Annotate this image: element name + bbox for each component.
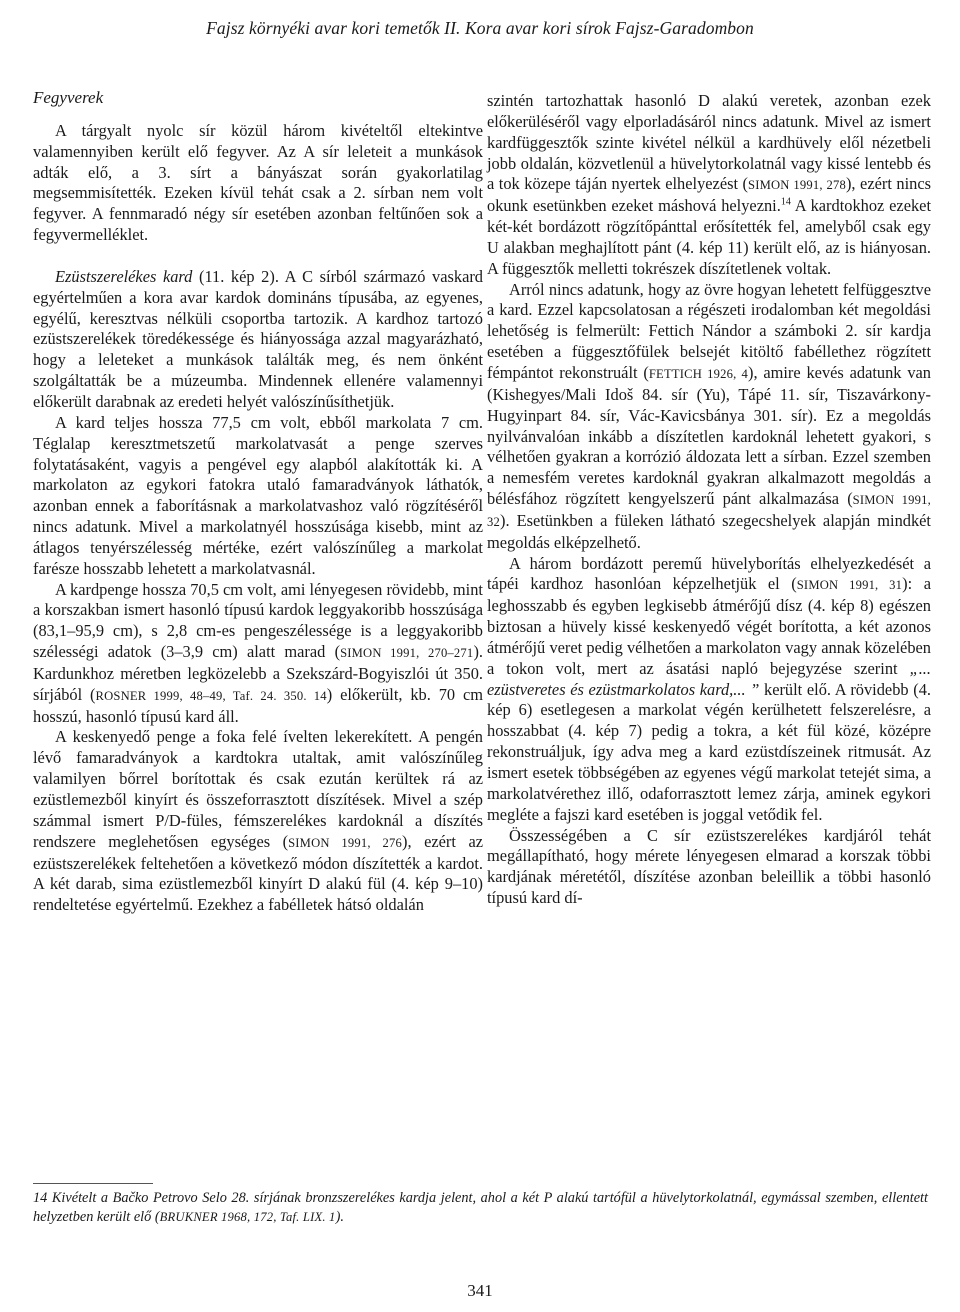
paragraph-text: ). Esetünkben a füleken látható szegecshelyek alapján mindkét megoldás elképzelhető. — [487, 510, 931, 552]
footnote-ref: 14 — [780, 196, 791, 208]
right-column — [487, 91, 931, 909]
paragraph-text: ). Kardunkhoz méretben legközelebb a Szekszárd-Bogyiszlói út 350. sírjából ( — [33, 642, 483, 704]
paragraph-text: került elő. A rövidebb (4. kép 6) esetlegesen a markolat végén kerülhetett felszerelésre, a hosszabbat (4. kép 7) pedig a tokra, a két fül közé, középre rekonstruáljuk, így adva meg a kard ezüstdíszeinek ritmusát. Az ismert esetek többségében az egyenes végű markolat tetejét sima, a markolatvérethez illő, odaforrasztott lemez zárja, aminek egykori megléte a fajszi kard esetében is joggal vetődik fel. — [487, 679, 932, 824]
page-number: 341 — [467, 1281, 493, 1300]
citation: SIMON 1991, 31 — [796, 578, 903, 593]
paragraph — [33, 580, 483, 728]
citation: SIMON 1991, 278 — [748, 178, 846, 193]
paragraph-text: (11. kép 2). A C sírból származó vaskard egyértelműen a kora avar kardok domináns típusába, az egyenes, egyélű, keresztvas nélküli csoportba tartozik. A kardhoz tartozó ezüstszerelékek töredékessége és hiányossága azzal magyarázható, hogy a leleteket a munkások találták meg, és nem önként szolgáltatták be a múzeumba. Mindennek ellenére valamennyi előkerült darabnak az eredeti helyét valószínűsíthetjük. — [33, 266, 484, 411]
citation: SIMON 1991, 270–271 — [340, 646, 474, 661]
running-head: Fajsz környéki avar kori temetők II. Kora avar kori sírok Fajsz-Garadombon — [206, 18, 754, 38]
paragraph — [487, 554, 931, 826]
section-heading: Fegyverek — [33, 88, 104, 107]
left-column — [33, 88, 483, 916]
paragraph: A kard teljes hossza 77,5 cm volt, ebből markolata 7 cm. Téglalap keresztmetszetű markolatvasát a penge szerves folytatásaként, vagyis a pengével egy alapból alakították ki. A markolaton az egykori fatokra utaló famaradványok láthatók, azonban ennek a faborításnak a markolatvashoz való rögzítéséről nincs adatunk. Mivel a markolatnyél hosszúsága kisebb, mint az átlagos tenyérszélesség mértéke, ezért valószínűleg a markolat farésze hosszabb lehetett a markolatvasnál. — [33, 412, 483, 578]
paragraph-text: Arról nincs adatunk, hogy az övre hogyan lehetett felfüggesztve a kard. Ezzel kapcsolatosan a régészeti irodalomban két megoldási lehetőség is felmerült: Fettich Nándor a számboki 2. sír kardja esetében a függesztőfülek belsejét kitöltő fabéllethez rögzített fémpántot rekonstruált ( — [487, 279, 931, 382]
quotation: „... ezüstveretes és ezüstmarkolatos kard,... ” — [487, 658, 931, 699]
paragraph-text: ), amire kevés adatunk van (Kishegyes/Mali Idoš 84. sír (Yu), Tápé 11. sír, Tiszavárkony-Hugyinpart 84. sír, Vác-Kavicsbánya 301. sír). Ez a megoldás nyilvánvalóan inkább a díszítetlen kardoknál lehetett gyakori, s vélhetően gyakran a korrózió áldozata lett a sírban. Ezzel szemben a nemesfém veretes kardoknál gyakran alkalmazott megoldás a bélésfához rögzített kengyelszerű pánt alkalmazása ( — [487, 362, 931, 509]
citation: SIMON 1991, 32 — [487, 493, 931, 529]
paragraph-text: A kardtokhoz ezeket két-két bordázott rögzítőpánttal erősítették fel, amelyből csak egy U alakban meghajlított pánt (4. kép 11) került elő, az is hiányosan. A függesztők melletti tokrészek díszítetlenek voltak. — [487, 196, 931, 278]
paragraph-text: ), ezért nincs okunk esetünkben ezeket máshová helyezni. — [487, 174, 931, 216]
paragraph-text: ): a leghosszabb és egyben legkisebb átmérőjű dísz (4. kép 8) egészen biztosan a hüvely kissé keskenyedő végét borította, a két azonos átmérőjű veret pedig vélhetően a markolaton vagy annak közelében a tokon volt, mert az ásatási napló bejegyzése szerint — [487, 574, 931, 678]
paragraph-text: ) előkerült, kb. 70 cm hosszú, hasonló típusú kard áll. — [33, 684, 483, 726]
paragraph — [33, 267, 483, 413]
paragraph — [487, 280, 931, 554]
footnote-text: ). — [335, 1209, 344, 1225]
citation: FETTICH 1926, 4 — [648, 366, 748, 381]
paragraph — [33, 727, 483, 916]
paragraph-text: A keskenyedő penge a foka felé ívelten lekerekített. A pengén lévő famaradványok a kardtokra utaltak, amit valószínűleg valamilyen bőrrel borítottak és csak ezután kerültek rá az ezüstlemezből kinyírt és összeforrasztott díszítések. Mivel a szép számmal ismert P/D-füles, fémszerelékes kardoknál a díszítés rendszere meglehetősen egységes ( — [33, 727, 483, 851]
paragraph: A tárgyalt nyolc sír közül három kivételtől eltekintve valamennyiben került elő fegyver. Az A sír leleteit a munkások adták elő, a 3. sírt a bányászat során gyakorlatilag megsemmisítették. Ezeken kívül tehát csak a 2. sírban nem volt fegyver. A fennmaradó négy sír esetében azonban feltűnően sok a fegyvermelléklet. — [33, 120, 483, 245]
paragraph-text: A kardpenge hossza 70,5 cm volt, ami lényegesen rövidebb, mint a korszakban ismert hasonló típusú kardok leggyakoribb hosszúsága (83,1–95,9 cm), s 2,8 cm-es pengeszélessége is a leggyakoribb szélességi adatok (3–3,9 cm) alatt marad ( — [33, 579, 483, 662]
paragraph-text: szintén tartozhattak hasonló D alakú veretek, azonban ezek előkerüléséről vagy elporladásáról nincs adatunk. Mivel az ismert kardfüggesztők szinte kivétel nélkül a kardhüvely elől nézetbeli jobb oldalán, közvetlenül a hüvelytorkolatnál vagy kissé lentebb és a tok közepe táján nyertek elhelyezést ( — [487, 91, 931, 194]
subheading-inline: Ezüstszerelékes kard — [55, 266, 193, 286]
paragraph-text: A három bordázott peremű hüvelyborítás elhelyezkedését a tápéi kardhoz hasonlóan képzelhetjük el ( — [487, 553, 931, 594]
paragraph: Összességében a C sír ezüstszerelékes kardjáról tehát megállapítható, hogy mérete lényegesen elmarad a korszak többi kardjának méretétől, díszítése azonban beleillik a többi hasonló típusú kard dí- — [487, 825, 931, 908]
paragraph-text: ), ezért az ezüstszerelékek feltehetően a következő módon díszítették a kardot. A két darab, sima ezüstlemezből kinyírt D alakú fül (4. kép 9–10) rendeltetése egyértelmű. Ezekhez a fabélletek hátsó oldalán — [33, 831, 484, 915]
footnote — [33, 1189, 928, 1227]
citation: BRUKNER 1968, 172, Taf. LIX. 1 — [159, 1210, 336, 1224]
citation: SIMON 1991, 276 — [288, 835, 403, 850]
paragraph — [487, 91, 931, 280]
footnote-text: 14 Kivételt a Bačko Petrovo Selo 28. sírjának bronzszerelékes kardja jelent, ahol a két P alakú tartófül a hüvelytorkolatnál, egymással szemben, ellentett helyzetben került elő ( — [33, 1190, 928, 1225]
citation: ROSNER 1999, 48–49, Taf. 24. 350. 14 — [95, 688, 327, 703]
footnote-divider — [33, 1183, 153, 1184]
